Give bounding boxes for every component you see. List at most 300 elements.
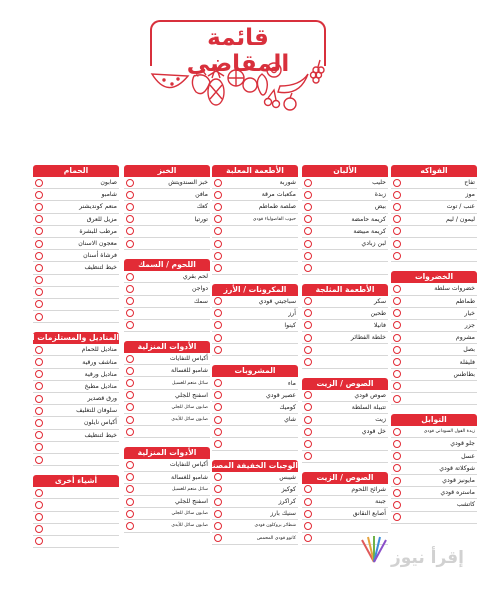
item-label: طماطم [455, 297, 475, 305]
item-checkbox[interactable] [35, 191, 43, 199]
item-label: عنب / توت [446, 203, 475, 211]
item-checkbox[interactable] [126, 297, 134, 305]
item-checkbox[interactable] [126, 473, 134, 481]
category-section [124, 259, 210, 332]
item-checkbox[interactable] [126, 355, 134, 363]
list-item [124, 189, 210, 201]
category-column [302, 165, 388, 554]
item-checkbox[interactable] [304, 191, 312, 199]
item-checkbox[interactable] [126, 321, 134, 329]
list-item [212, 296, 298, 308]
list-item [302, 356, 388, 368]
item-label: فرشاة أسنان [83, 252, 117, 260]
item-checkbox[interactable] [214, 391, 222, 399]
item-label: صوص قودي [354, 391, 386, 399]
item-label: صابون [100, 179, 117, 187]
item-checkbox[interactable] [35, 203, 43, 211]
list-item [391, 438, 477, 450]
item-checkbox[interactable] [214, 522, 222, 530]
item-label: جزر [464, 321, 475, 329]
item-label: كعك [196, 203, 208, 211]
item-label: زبدة الفول السوداني قودي [423, 429, 475, 435]
list-item [33, 369, 119, 381]
item-checkbox[interactable] [393, 440, 401, 448]
item-label: سائل منعم للغسيل [171, 486, 208, 492]
list-item [124, 496, 210, 508]
item-label: فليفلة [459, 358, 475, 366]
list-item [33, 344, 119, 356]
section-header: الفواكه [391, 165, 477, 177]
item-checkbox[interactable] [304, 428, 312, 436]
item-checkbox[interactable] [393, 252, 401, 260]
list-item [33, 524, 119, 536]
list-item [391, 475, 477, 487]
item-label: شرائح اللحوم [351, 485, 386, 493]
list-item [212, 508, 298, 520]
item-checkbox[interactable] [393, 191, 401, 199]
list-item [302, 414, 388, 426]
list-item [124, 201, 210, 213]
item-checkbox[interactable] [35, 300, 43, 308]
item-checkbox[interactable] [304, 264, 312, 272]
item-label: خلطة الفطائر [350, 334, 386, 342]
fruits-illustration [150, 52, 326, 114]
item-label: زبدة [374, 191, 386, 199]
item-label: شطائر بروكلون قودي [254, 523, 296, 529]
list-item [391, 283, 477, 295]
list-item [391, 250, 477, 262]
list-item [33, 177, 119, 189]
item-checkbox[interactable] [214, 227, 222, 235]
item-checkbox[interactable] [126, 416, 134, 424]
item-label: مناديل مطبخ [84, 382, 117, 390]
item-label: لحم بقري [182, 273, 208, 281]
item-checkbox[interactable] [304, 203, 312, 211]
section-header: الوجبات الخفيفة المصنعة [203, 460, 298, 470]
list-item [124, 283, 210, 295]
item-label: مشروم [455, 334, 475, 342]
item-checkbox[interactable] [35, 419, 43, 427]
item-label: سنيك بارز [270, 510, 296, 518]
list-item [212, 520, 298, 532]
item-checkbox[interactable] [126, 285, 134, 293]
section-header: الأطعمة المثلجة [302, 284, 388, 296]
item-checkbox[interactable] [304, 309, 312, 317]
item-checkbox[interactable] [304, 485, 312, 493]
item-label: خيط لتنظيف [84, 264, 117, 272]
item-checkbox[interactable] [214, 252, 222, 260]
section-header: الأطعمة المعلبة [212, 165, 298, 177]
item-checkbox[interactable] [126, 461, 134, 469]
list-item [302, 496, 388, 508]
item-label: ورق قصدير [87, 395, 117, 403]
category-section [391, 165, 477, 262]
item-checkbox[interactable] [35, 407, 43, 415]
item-label: اسفنج للجلي [175, 498, 208, 506]
list-item [33, 262, 119, 274]
item-checkbox[interactable] [393, 489, 401, 497]
list-item [124, 472, 210, 484]
item-label: كوكيز [281, 485, 296, 493]
list-item [302, 189, 388, 201]
list-item [33, 250, 119, 262]
category-section [302, 165, 388, 275]
item-label: سكر [373, 297, 386, 305]
section-header: الأدوات المنزلية [124, 341, 210, 353]
list-item [33, 214, 119, 226]
list-item [212, 189, 298, 201]
item-label: صابون سائل للأيدي [171, 417, 208, 423]
list-item [302, 520, 388, 532]
item-label: جبنة [375, 498, 386, 506]
list-item [212, 377, 298, 389]
item-checkbox[interactable] [304, 452, 312, 460]
item-checkbox[interactable] [393, 203, 401, 211]
category-column [203, 165, 298, 554]
item-checkbox[interactable] [393, 382, 401, 390]
item-checkbox[interactable] [214, 403, 222, 411]
list-item [212, 201, 298, 213]
item-checkbox[interactable] [214, 416, 222, 424]
item-checkbox[interactable] [214, 321, 222, 329]
list-item [212, 484, 298, 496]
section-header: المناديل والمستلزمات الورقية [7, 333, 119, 343]
list-item [212, 332, 298, 344]
list-item [391, 381, 477, 393]
category-section [391, 271, 477, 405]
list-item [212, 533, 298, 545]
list-item [33, 393, 119, 405]
item-checkbox[interactable] [35, 179, 43, 187]
item-checkbox[interactable] [35, 370, 43, 378]
item-checkbox[interactable] [35, 443, 43, 451]
item-label: كريمة حامضة [351, 215, 386, 223]
section-header: الحمام [33, 165, 119, 177]
item-checkbox[interactable] [126, 367, 134, 375]
category-section [212, 165, 298, 275]
list-item [391, 369, 477, 381]
list-item [124, 459, 210, 471]
item-checkbox[interactable] [393, 240, 401, 248]
item-checkbox[interactable] [214, 379, 222, 387]
item-checkbox[interactable] [35, 456, 43, 464]
item-checkbox[interactable] [35, 537, 43, 545]
item-checkbox[interactable] [214, 334, 222, 342]
item-checkbox[interactable] [304, 297, 312, 305]
item-checkbox[interactable] [304, 252, 312, 260]
section-header: أشياء أخرى [33, 475, 119, 487]
item-checkbox[interactable] [35, 215, 43, 223]
item-checkbox[interactable] [393, 513, 401, 521]
item-label: مناشف ورقية [82, 358, 117, 366]
category-section [212, 284, 298, 357]
item-checkbox[interactable] [126, 498, 134, 506]
item-label: مايونيز قودي [442, 477, 475, 485]
list-item [302, 201, 388, 213]
item-checkbox[interactable] [35, 513, 43, 521]
item-label: سلوفان للتغليف [76, 407, 117, 415]
item-checkbox[interactable] [304, 522, 312, 530]
item-checkbox[interactable] [35, 395, 43, 403]
item-checkbox[interactable] [126, 191, 134, 199]
list-item [124, 226, 210, 238]
list-item [391, 356, 477, 368]
item-checkbox[interactable] [35, 489, 43, 497]
item-checkbox[interactable] [126, 309, 134, 317]
list-item [391, 177, 477, 189]
item-checkbox[interactable] [35, 525, 43, 533]
item-label: سمك [194, 297, 208, 305]
watermark-text: إقرأ نيوز [390, 548, 464, 568]
item-checkbox[interactable] [304, 240, 312, 248]
item-label: تورتيا [194, 215, 208, 223]
item-checkbox[interactable] [126, 485, 134, 493]
list-item [124, 426, 210, 438]
list-item [302, 320, 388, 332]
item-label: أصابع النقانق [352, 510, 386, 518]
item-checkbox[interactable] [393, 346, 401, 354]
item-label: خبز السندويتش [168, 179, 208, 187]
item-checkbox[interactable] [304, 358, 312, 366]
item-checkbox[interactable] [126, 391, 134, 399]
list-item [391, 499, 477, 511]
list-item [124, 308, 210, 320]
item-checkbox[interactable] [126, 273, 134, 281]
item-checkbox[interactable] [393, 321, 401, 329]
item-checkbox[interactable] [393, 334, 401, 342]
item-checkbox[interactable] [35, 276, 43, 284]
list-item [124, 353, 210, 365]
item-checkbox[interactable] [126, 215, 134, 223]
list-item [124, 402, 210, 414]
list-item [212, 344, 298, 356]
list-item [212, 414, 298, 426]
item-label: خل قودي [361, 428, 386, 436]
item-checkbox[interactable] [304, 416, 312, 424]
item-checkbox[interactable] [304, 321, 312, 329]
list-item [33, 536, 119, 548]
item-checkbox[interactable] [393, 358, 401, 366]
list-item [302, 508, 388, 520]
item-checkbox[interactable] [304, 498, 312, 506]
list-item [33, 499, 119, 511]
item-checkbox[interactable] [126, 379, 134, 387]
item-checkbox[interactable] [393, 285, 401, 293]
item-label: سباجيتي قودي [258, 297, 296, 305]
item-checkbox[interactable] [214, 510, 222, 518]
item-checkbox[interactable] [304, 391, 312, 399]
item-checkbox[interactable] [214, 215, 222, 223]
item-label: زيت [375, 416, 386, 424]
item-checkbox[interactable] [214, 309, 222, 317]
item-checkbox[interactable] [304, 227, 312, 235]
item-checkbox[interactable] [35, 264, 43, 272]
item-label: حبوب الفاصولياء قودي [252, 216, 296, 222]
list-item [124, 238, 210, 250]
item-checkbox[interactable] [214, 264, 222, 272]
item-label: أكياس للنفايات [169, 355, 208, 363]
section-header: المشروبات [212, 365, 298, 377]
list-item [391, 332, 477, 344]
list-item [33, 417, 119, 429]
item-checkbox[interactable] [214, 440, 222, 448]
item-label: حليب [372, 179, 386, 187]
list-item [33, 226, 119, 238]
section-header: الصوص / الزيت [302, 472, 388, 484]
item-checkbox[interactable] [126, 522, 134, 530]
list-item [33, 287, 119, 299]
item-label: مناديل ورقية [84, 370, 117, 378]
item-label: كوميك [279, 403, 296, 411]
item-checkbox[interactable] [214, 203, 222, 211]
item-checkbox[interactable] [393, 179, 401, 187]
category-section [391, 414, 477, 524]
item-checkbox[interactable] [214, 240, 222, 248]
list-item [33, 454, 119, 466]
list-item [124, 508, 210, 520]
list-item [302, 438, 388, 450]
item-checkbox[interactable] [126, 227, 134, 235]
item-checkbox[interactable] [214, 297, 222, 305]
item-checkbox[interactable] [35, 431, 43, 439]
list-item [302, 226, 388, 238]
list-item [302, 296, 388, 308]
item-checkbox[interactable] [35, 288, 43, 296]
item-checkbox[interactable] [126, 403, 134, 411]
list-item [124, 177, 210, 189]
item-label: كراكرز [278, 498, 296, 506]
item-checkbox[interactable] [304, 440, 312, 448]
item-checkbox[interactable] [214, 534, 222, 542]
item-label: عصير قودي [265, 391, 296, 399]
item-label: دواجن [192, 285, 208, 293]
item-checkbox[interactable] [214, 498, 222, 506]
list-item [302, 238, 388, 250]
list-item [391, 512, 477, 524]
item-checkbox[interactable] [393, 501, 401, 509]
list-item [302, 484, 388, 496]
list-item [124, 414, 210, 426]
list-item [124, 320, 210, 332]
item-checkbox[interactable] [393, 452, 401, 460]
item-checkbox[interactable] [126, 240, 134, 248]
item-label: سائل منعم للغسيل [171, 380, 208, 386]
list-item [391, 463, 477, 475]
item-checkbox[interactable] [35, 240, 43, 248]
item-checkbox[interactable] [393, 395, 401, 403]
item-checkbox[interactable] [35, 346, 43, 354]
item-checkbox[interactable] [126, 179, 134, 187]
item-checkbox[interactable] [393, 215, 401, 223]
category-section [33, 475, 119, 548]
section-header: الصوص / الزيت [302, 378, 388, 390]
category-section [212, 365, 298, 450]
list-item [33, 442, 119, 454]
list-item [33, 201, 119, 213]
list-item [212, 214, 298, 226]
watermark [348, 534, 468, 574]
list-item [33, 487, 119, 499]
item-checkbox[interactable] [214, 428, 222, 436]
item-checkbox[interactable] [304, 215, 312, 223]
item-checkbox[interactable] [214, 179, 222, 187]
item-checkbox[interactable] [304, 403, 312, 411]
section-header: الخضروات [391, 271, 477, 283]
item-checkbox[interactable] [393, 309, 401, 317]
item-label: اسفنج للجلي [175, 391, 208, 399]
item-label: شيبس [279, 473, 296, 481]
category-section [124, 341, 210, 438]
item-checkbox[interactable] [35, 358, 43, 366]
item-label: كانوو قودي المحمص [256, 535, 296, 541]
item-checkbox[interactable] [304, 534, 312, 542]
list-item [391, 214, 477, 226]
category-section [302, 284, 388, 369]
item-label: خيار [464, 309, 475, 317]
list-item [212, 438, 298, 450]
item-label: صلصة طماطم [258, 203, 296, 211]
item-checkbox[interactable] [393, 428, 401, 436]
item-checkbox[interactable] [393, 227, 401, 235]
item-checkbox[interactable] [214, 191, 222, 199]
list-item [212, 472, 298, 484]
item-checkbox[interactable] [304, 346, 312, 354]
item-label: صابون سائل للجلي [171, 404, 208, 410]
category-section [124, 165, 210, 250]
item-checkbox[interactable] [126, 428, 134, 436]
item-checkbox[interactable] [304, 510, 312, 518]
list-item [302, 177, 388, 189]
item-label: شاي [284, 416, 296, 424]
list-item [302, 402, 388, 414]
item-checkbox[interactable] [35, 227, 43, 235]
item-label: بصل [463, 346, 475, 354]
item-checkbox[interactable] [393, 370, 401, 378]
list-item [391, 308, 477, 320]
item-checkbox[interactable] [35, 382, 43, 390]
item-checkbox[interactable] [393, 297, 401, 305]
item-checkbox[interactable] [393, 464, 401, 472]
item-checkbox[interactable] [214, 473, 222, 481]
item-label: صابون سائل للجلي [171, 511, 208, 517]
section-header: التوابل [391, 414, 477, 426]
item-checkbox[interactable] [304, 334, 312, 342]
list-item [391, 238, 477, 250]
list-item [391, 320, 477, 332]
list-item [124, 377, 210, 389]
item-label: موز [465, 191, 475, 199]
item-checkbox[interactable] [214, 485, 222, 493]
item-label: خضروات سلطة [434, 285, 475, 293]
list-item [212, 308, 298, 320]
item-checkbox[interactable] [304, 179, 312, 187]
list-item [302, 250, 388, 262]
item-label: ماء [287, 379, 296, 387]
item-checkbox[interactable] [35, 252, 43, 260]
list-item [391, 344, 477, 356]
item-checkbox[interactable] [126, 510, 134, 518]
item-checkbox[interactable] [126, 203, 134, 211]
item-checkbox[interactable] [393, 477, 401, 485]
list-item [124, 214, 210, 226]
item-checkbox[interactable] [35, 313, 43, 321]
item-checkbox[interactable] [214, 346, 222, 354]
list-item [391, 201, 477, 213]
item-label: عسل [461, 452, 475, 460]
item-label: كاتشب [456, 501, 475, 509]
item-checkbox[interactable] [35, 501, 43, 509]
list-item [212, 177, 298, 189]
